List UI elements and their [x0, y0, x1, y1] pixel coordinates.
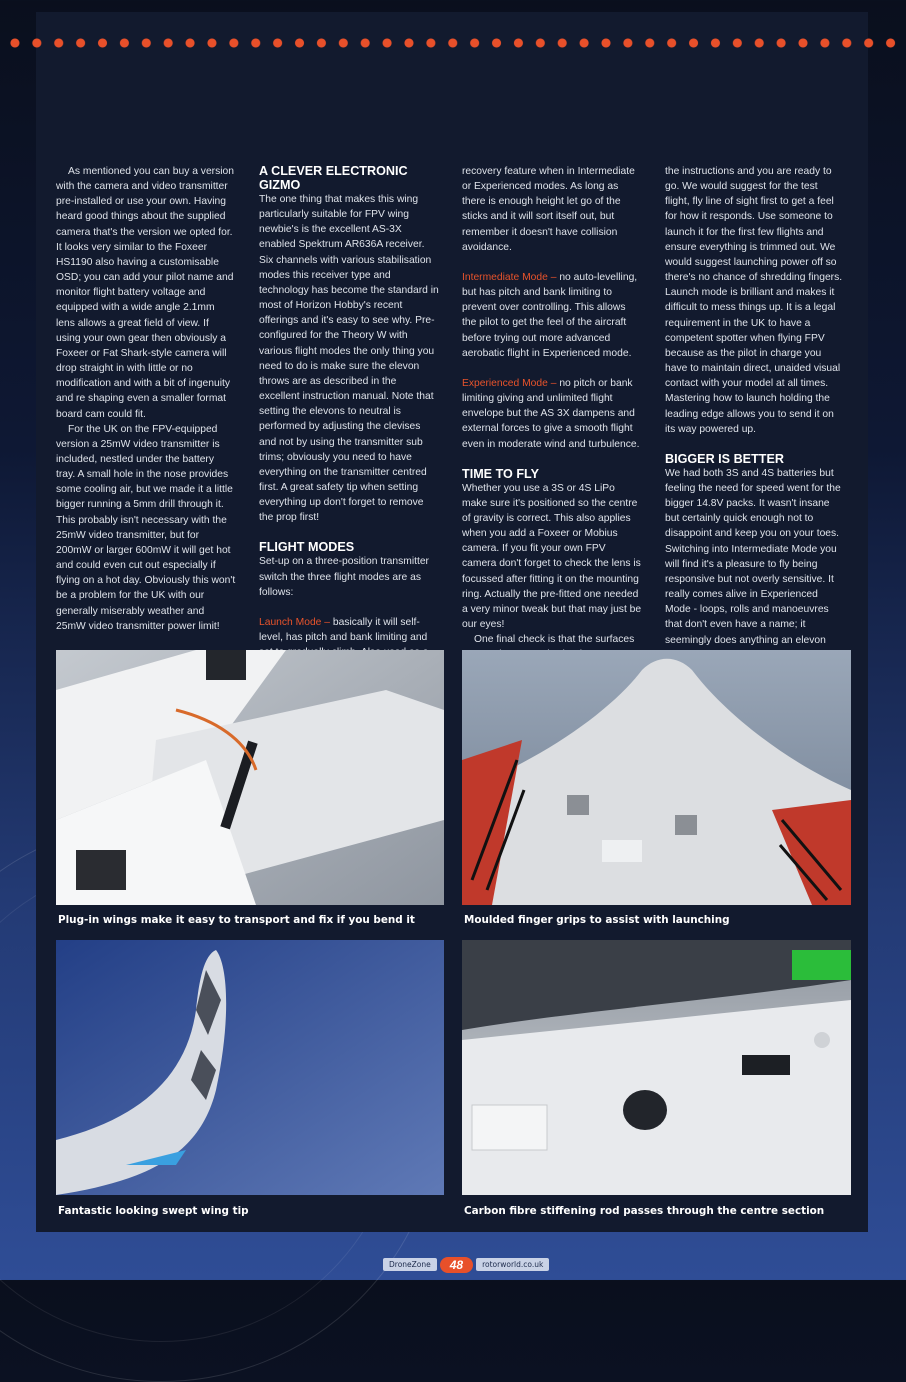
photo-caption: Moulded finger grips to assist with launching — [464, 914, 730, 926]
photo-caption: Fantastic looking swept wing tip — [58, 1205, 249, 1217]
mode-description — [462, 270, 642, 361]
section-heading: TIME TO FLY — [462, 466, 539, 481]
text-column-1 — [56, 164, 236, 634]
mode-text: basically it will self-level, has pitch and bank limiting and — [259, 616, 428, 644]
mode-text: no pitch or bank limiting giving and unlimited flight envelope but the AS 3X dampens and external forces to give a smooth flight even in moderate wind and turbulence. — [462, 377, 640, 450]
mode-label: Experienced Mode – — [462, 377, 557, 389]
footer-magazine-section: DroneZone — [383, 1258, 437, 1271]
paragraph: We had both 3S and 4S batteries but feeling the need for speed went for the bigger 14.8V packs. It wasn't insane but certainly quick enough not to disappoint and keep you on your toes. Switching into Intermediate Mode you will find it's a pleasure to fly being responsive but not overly sensitive. It really comes alive in Experienced Mode - loops, rolls and manoeuvres that don't even have a name; it seemingly does anything an elevon — [665, 467, 841, 646]
photo-finger-grips — [462, 650, 851, 905]
mode-label: Launch Mode – — [259, 616, 330, 628]
photo-wing-tip — [56, 940, 444, 1195]
paragraph: For the UK on the FPV-equipped version a 25mW video transmitter is included, nestled under the battery tray. A small hole in the nose provides some cooling air, but we made it a little bigger running a 5mm drill through it. This probably isn't necessary with the 25mW video transmitter, but for 200mW or larger 600mW it will get hot and could even cut out especially if flying on a hot day. Obviously this won't be a problem for the UK with our generally miserably weather and 25mW video transmitter power limit! — [56, 423, 236, 632]
mode-label: Intermediate Mode – — [462, 271, 557, 283]
photo-caption: Carbon fibre stiffening rod passes through the centre section — [464, 1205, 825, 1217]
photo-plug-in-wings — [56, 650, 444, 905]
footer-website: rotorworld.co.uk — [476, 1258, 549, 1271]
mode-text: no auto-levelling, but has pitch and bank limiting to prevent over controlling. This allows the pilot to get the feel of the aircraft before trying out more advanced aerobatic flight in Experienced mode. — [462, 271, 638, 359]
paragraph: recovery feature when in Intermediate or Experienced modes. As long as there is enough height let go of the sticks and it will sort itself out, but remember it doesn't have collision avoidance. — [462, 166, 635, 253]
dotted-rule — [0, 36, 906, 50]
paragraph: the instructions and you are ready to go. We would suggest for the test flight, fly line of sight first to get a feel for how it responds. Use someone to launch it for the first few flights and ensure everything is trimmed out. We would suggest launching power off so there's no chance of shredding fingers. Launch mode is brilliant and makes it difficult to mess things up. It is a legal requirement in the UK to have a competent spotter when flying FPV because as the pilot in charge you have to maintain direct, unaided visual contact with your model at all times. Mastering how to launch holding the leading edge allows you to send it on its way powered up. — [665, 166, 843, 435]
photo-carbon-rod — [462, 940, 851, 1195]
paragraph: Whether you use a 3S or 4S LiPo make sure it's positioned so the centre of gravity is correct. This also applies when you add a Foxeer or Mobius camera. If you fit your own FPV camera don't forget to check the lens is focussed after fitting it on the mounting ring. Actually the pre-fitted one needed a very minor tweak but that may just be our eyes! — [462, 482, 642, 631]
text-column-3 — [462, 164, 642, 663]
text-column-2 — [259, 164, 439, 660]
paragraph: As mentioned you can buy a version with the camera and video transmitter pre-installed or use your own. Having heard good things about the supplied camera that's the version we opted for. It looks very similar to the Foxeer HS1190 also having a customisable OSD; you can add your pilot name and monitor flight battery voltage and equipped with a wide angle 2.1mm lens allows a great field of view. If using your own gear then obviously a Foxeer or Fat Shark-style camera will drop straight in with little or no modification and with a bit of ingenuity and re shaping even a smaller format board cam could fit. — [56, 166, 234, 420]
text-column-4 — [665, 164, 845, 663]
page-number: 48 — [440, 1257, 473, 1273]
paragraph: The one thing that makes this wing particularly suitable for FPV wing newbie's is the excellent AS-3X enabled Spektrum AR636A receiver. Six channels with various stabilisation modes this receiver type and technology has become the standard in most of Horizon Hobby's recent offerings and it's easy to see why. Pre-configured for the Theory W with various flight modes the only thing you need to do is make sure the elevon throws are as described in the excellent instruction manual. Note that setting the elevons to neutral is performed by adjusting the clevises and not by using the transmitter sub trims; obviously you need to have everything on the transmitter centred first. A great safety tip when setting everything up don't forget to remove the prop first! — [259, 194, 439, 524]
paragraph: One final check is that the surfaces — [474, 634, 635, 646]
section-heading: FLIGHT MODES — [259, 540, 355, 555]
paragraph: Set-up on a three-position transmitter switch the three flight modes are as follows: — [259, 556, 429, 598]
page-footer — [383, 1257, 549, 1272]
section-heading: BIGGER IS BETTER — [665, 451, 784, 466]
section-heading: A CLEVER ELECTRONIC GIZMO — [259, 164, 408, 192]
photo-caption: Plug-in wings make it easy to transport and fix if you bend it — [58, 914, 415, 926]
mode-description — [462, 376, 642, 452]
